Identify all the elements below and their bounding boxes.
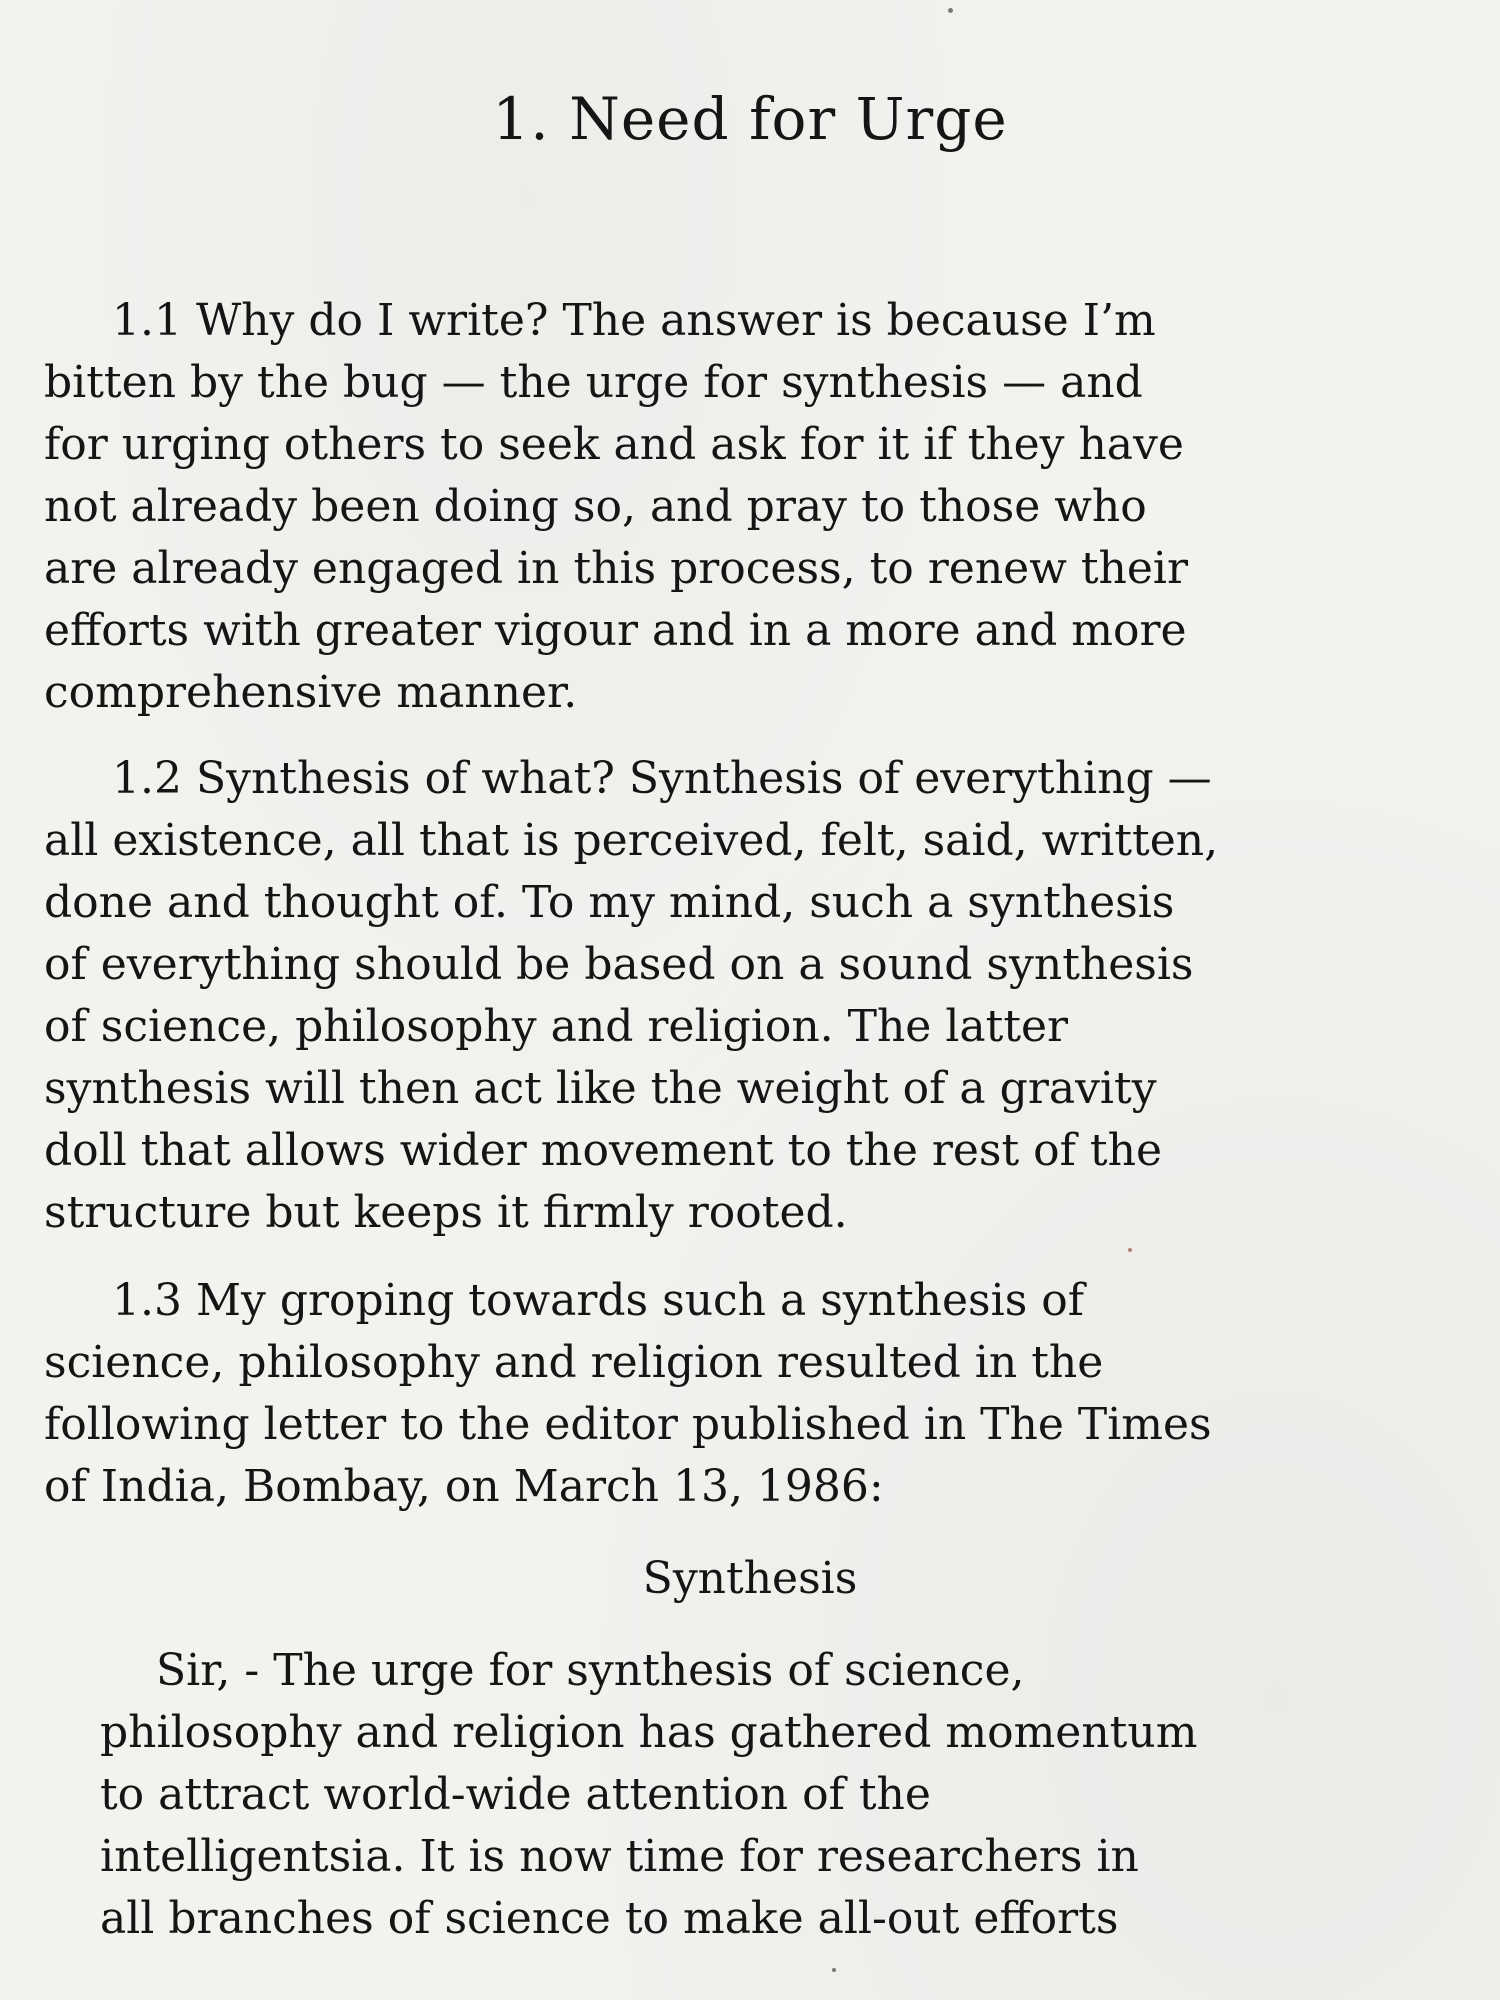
paragraph-line: bitten by the bug — the urge for synthesis — and [44,357,1143,408]
paragraph-line: synthesis will then act like the weight of a gravity [44,1063,1157,1114]
paragraph-line: of everything should be based on a sound synthesis [44,939,1194,990]
paragraph-line: 1.3 My groping towards such a synthesis of [112,1275,1085,1326]
paragraph-line: doll that allows wider movement to the rest of the [44,1125,1162,1176]
paper-speck [832,1968,836,1972]
paragraph-line: efforts with greater vigour and in a more and more [44,605,1187,656]
paragraph-line: of science, philosophy and religion. The latter [44,1001,1069,1052]
chapter-title: 1. Need for Urge [492,85,1008,153]
letter-line: intelligentsia. It is now time for researchers in [100,1831,1139,1882]
letter-heading: Synthesis [642,1553,858,1604]
paragraph-1-3 [44,1270,1456,1518]
letter-line: Sir, - The urge for synthesis of science, [156,1645,1025,1696]
paragraph-line: following letter to the editor published in The Times [44,1399,1212,1450]
paragraph-1-1 [44,290,1456,724]
paragraph-line: 1.2 Synthesis of what? Synthesis of everything — [112,753,1212,804]
paragraph-line: all existence, all that is perceived, felt, said, written, [44,815,1219,866]
paragraph-line: science, philosophy and religion resulted in the [44,1337,1104,1388]
paragraph-line: 1.1 Why do I write? The answer is because I’m [112,295,1156,346]
paragraph-line: structure but keeps it firmly rooted. [44,1187,848,1238]
letter-line: all branches of science to make all-out efforts [100,1893,1119,1944]
paragraph-line: for urging others to seek and ask for it if they have [44,419,1184,470]
paragraph-1-2 [44,748,1456,1244]
paragraph-line: are already engaged in this process, to renew their [44,543,1189,594]
paper-speck [948,8,953,13]
paper-speck [1128,1248,1132,1252]
paragraph-line: comprehensive manner. [44,667,578,718]
paragraph-line: not already been doing so, and pray to those who [44,481,1147,532]
letter-line: philosophy and religion has gathered momentum [100,1707,1198,1758]
paragraph-line: of India, Bombay, on March 13, 1986: [44,1461,884,1512]
letter-body [100,1640,1395,1950]
paragraph-line: done and thought of. To my mind, such a synthesis [44,877,1175,928]
letter-line: to attract world-wide attention of the [100,1769,931,1820]
